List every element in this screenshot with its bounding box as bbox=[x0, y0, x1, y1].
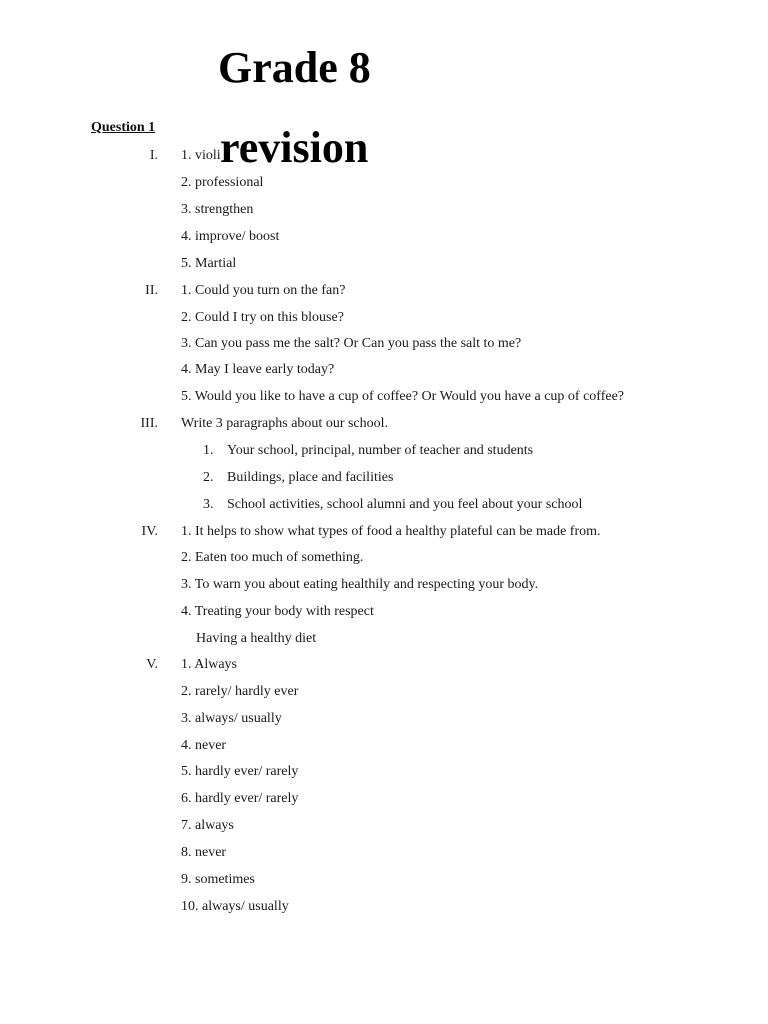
list-item: 3. Can you pass me the salt? Or Can you pass the salt to me? bbox=[181, 336, 522, 351]
list-item: 4. never bbox=[181, 738, 227, 753]
section-3-intro: Write 3 paragraphs about our school. bbox=[181, 416, 389, 431]
list-item: 2. Could I try on this blouse? bbox=[181, 310, 344, 325]
list-item: 9. sometimes bbox=[181, 872, 255, 887]
list-item: 2. professional bbox=[181, 175, 264, 190]
sublist-item: Buildings, place and facilities bbox=[227, 470, 394, 485]
list-item: 5. Would you like to have a cup of coffee? Or Would you have a cup of coffee? bbox=[181, 389, 625, 404]
sublist-number: 2. bbox=[203, 470, 214, 485]
sublist-item: Your school, principal, number of teacher and students bbox=[227, 443, 534, 458]
list-item: 5. Martial bbox=[181, 256, 237, 271]
list-item: 3. To warn you about eating healthily and respecting your body. bbox=[181, 577, 539, 592]
list-item: 5. hardly ever/ rarely bbox=[181, 764, 299, 779]
list-item: 4. May I leave early today? bbox=[181, 362, 335, 377]
list-item: 2. rarely/ hardly ever bbox=[181, 684, 299, 699]
list-item-continuation: Having a healthy diet bbox=[196, 631, 317, 646]
list-item: 1. violi bbox=[181, 148, 221, 163]
list-item: 6. hardly ever/ rarely bbox=[181, 791, 299, 806]
list-item: 1. It helps to show what types of food a healthy plateful can be made from. bbox=[181, 524, 601, 539]
list-item: 10. always/ usually bbox=[181, 899, 289, 914]
list-item: 4. improve/ boost bbox=[181, 229, 280, 244]
title-line-2: revision bbox=[220, 123, 369, 172]
section-3-numeral: III. bbox=[140, 416, 158, 431]
list-item: 8. never bbox=[181, 845, 227, 860]
section-5-numeral: V. bbox=[146, 657, 158, 672]
section-1-numeral: I. bbox=[149, 148, 158, 163]
list-item: 4. Treating your body with respect bbox=[181, 604, 374, 619]
section-4-numeral: IV. bbox=[141, 524, 158, 539]
sublist-number: 1. bbox=[203, 443, 214, 458]
list-item: 2. Eaten too much of something. bbox=[181, 550, 364, 565]
question-heading: Question 1 bbox=[91, 120, 156, 135]
title-line-1: Grade 8 bbox=[218, 43, 371, 92]
sublist-item: School activities, school alumni and you feel about your school bbox=[227, 497, 583, 512]
list-item: 3. strengthen bbox=[181, 202, 254, 217]
list-item: 1. Always bbox=[181, 657, 237, 672]
sublist-number: 3. bbox=[203, 497, 214, 512]
list-item: 7. always bbox=[181, 818, 234, 833]
list-item: 3. always/ usually bbox=[181, 711, 282, 726]
section-2-numeral: II. bbox=[145, 283, 158, 298]
list-item: 1. Could you turn on the fan? bbox=[181, 283, 346, 298]
